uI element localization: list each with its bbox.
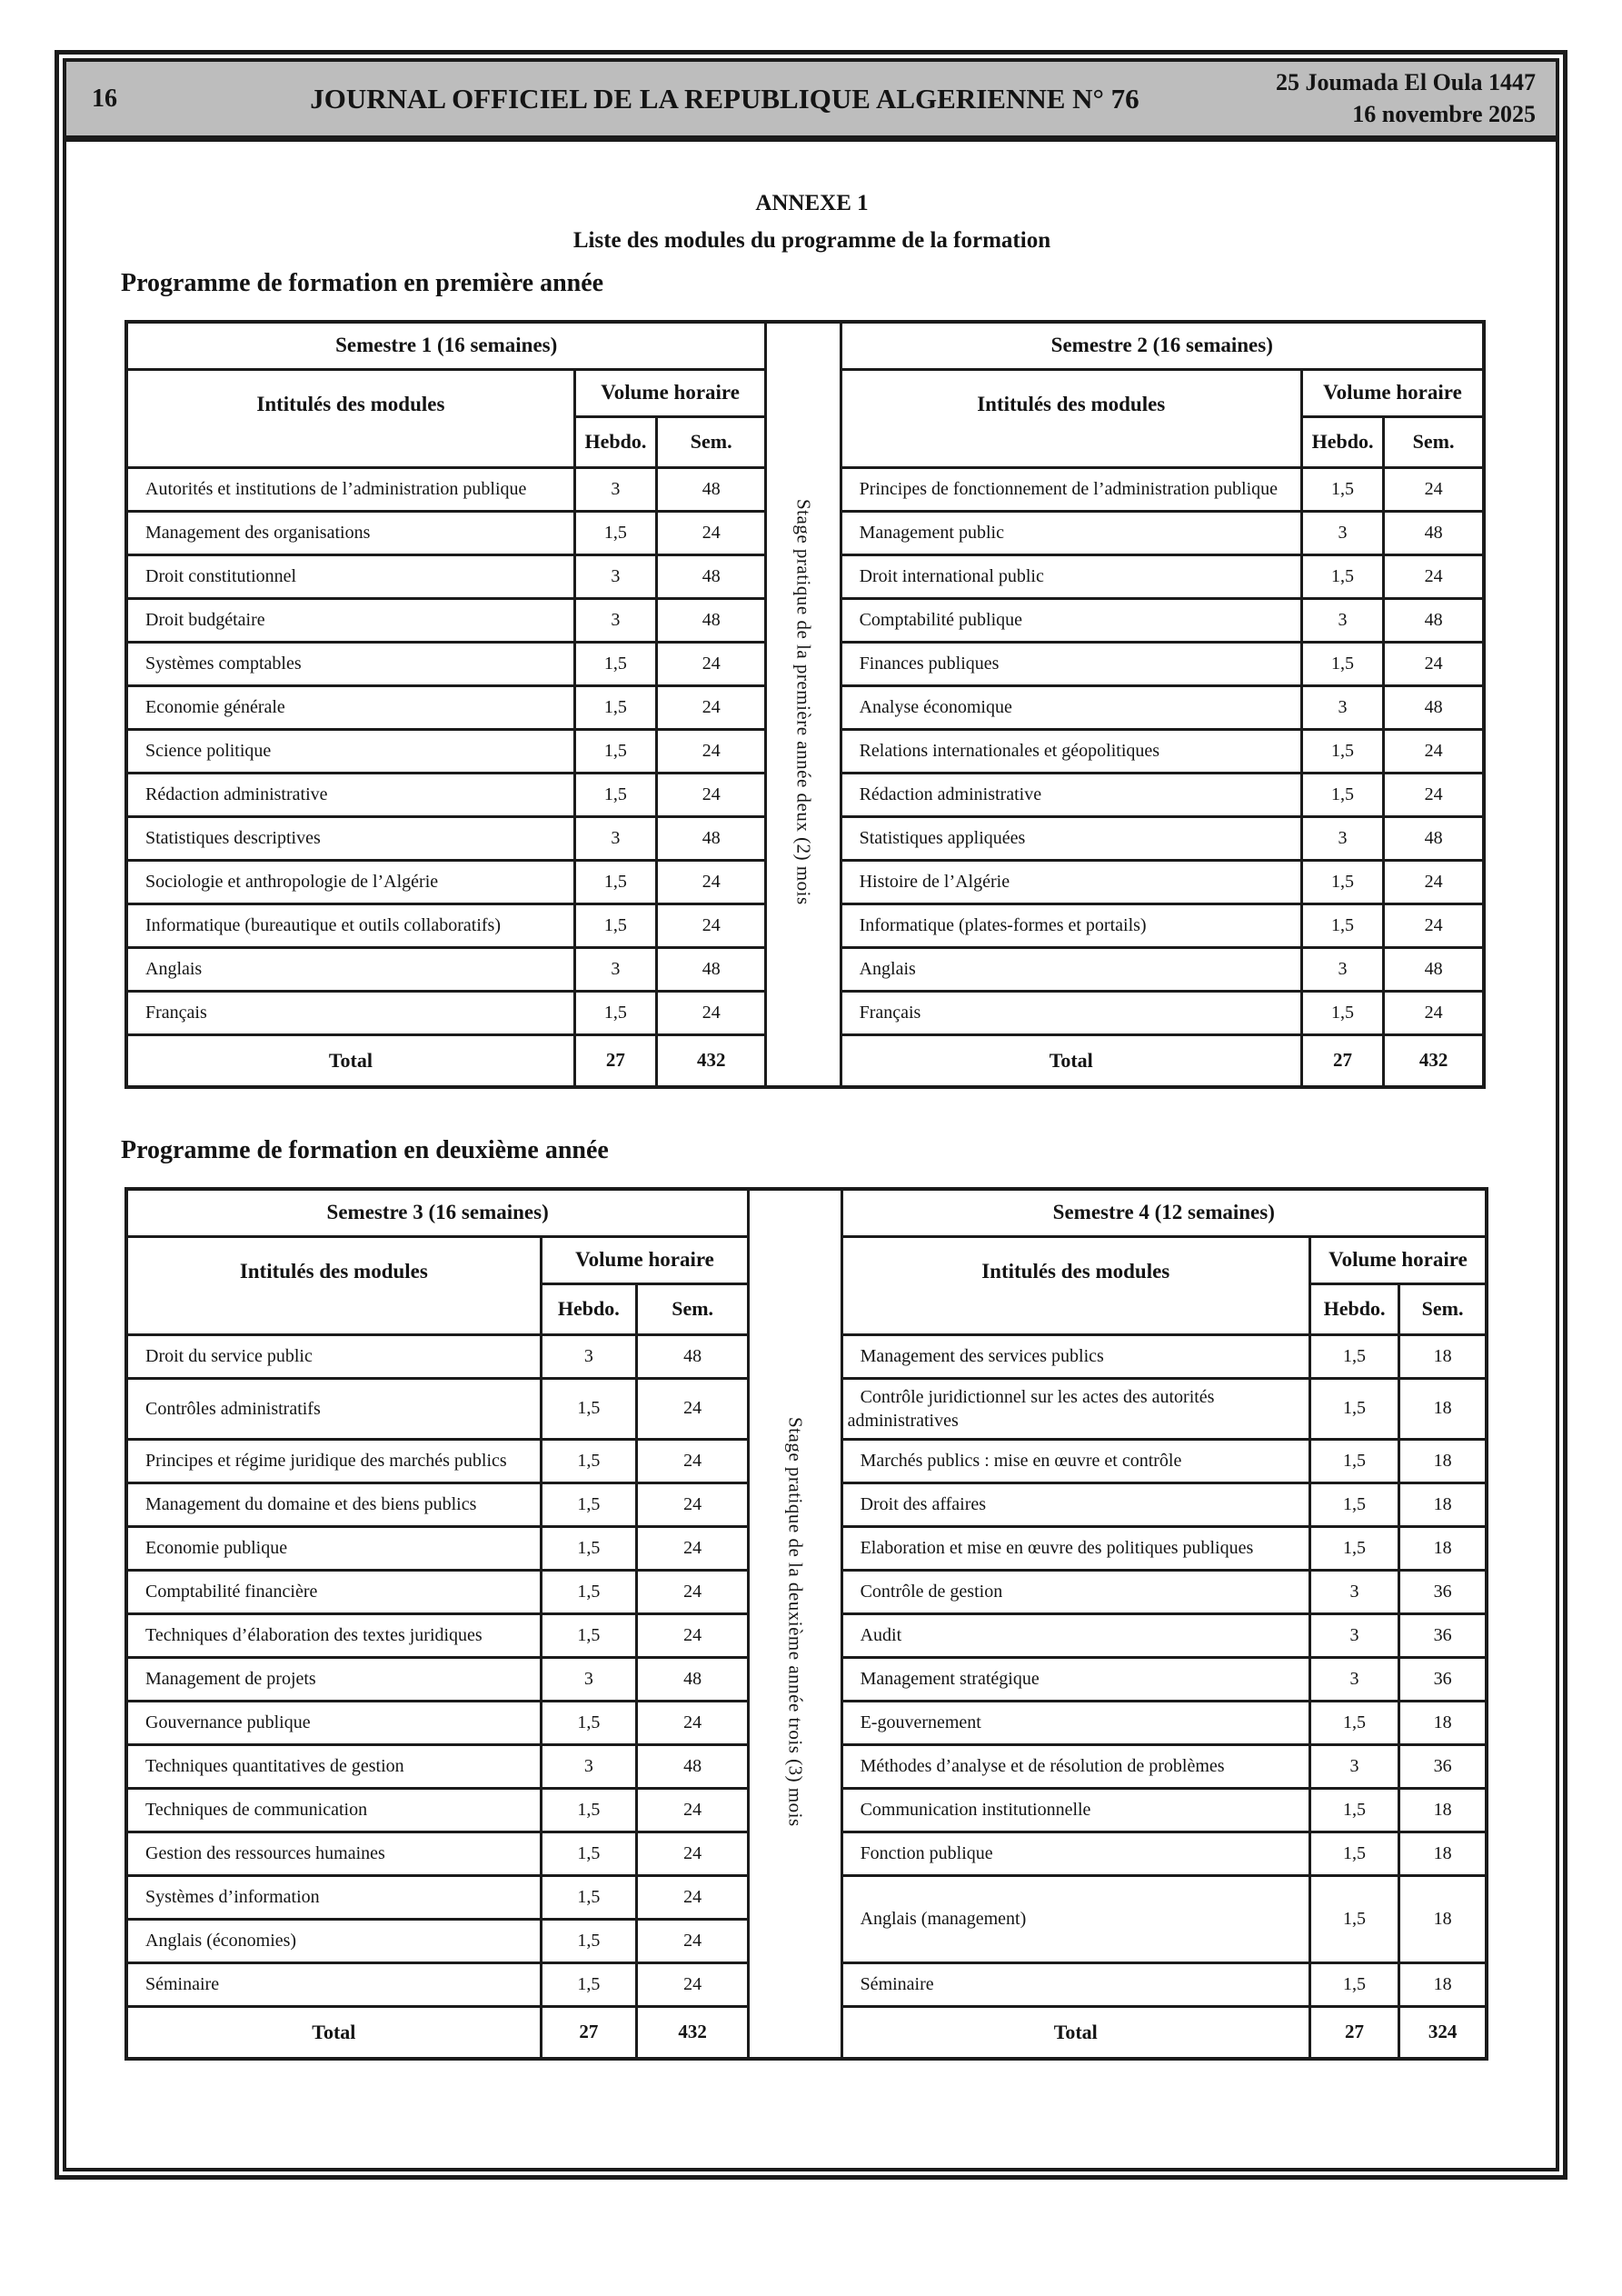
sem-value: 24 [657,860,766,903]
hebdo-value: 1,5 [541,1526,636,1570]
hebdo-value: 1,5 [1309,1526,1398,1570]
sem-value: 24 [636,1570,748,1613]
sem-value: 48 [657,467,766,511]
hebdo-value: 1,5 [1301,554,1383,598]
module-cell: Autorités et institutions de l’administration publique [126,467,574,511]
sem-value: 24 [657,685,766,729]
sem-value: 24 [1384,773,1484,816]
page-content [66,142,1556,2168]
sem-value: 24 [1384,991,1484,1034]
hebdo-value: 1,5 [1309,1334,1398,1378]
page-number: 16 [92,84,117,113]
module-cell: Rédaction administrative [126,773,574,816]
total-sem: 432 [636,2006,748,2059]
modules-column-header: Intitulés des modules [126,369,574,467]
module-cell: Séminaire [841,1962,1309,2006]
hebdo-value: 3 [574,598,656,642]
sem-value: 24 [657,642,766,685]
hebdo-value: 3 [1309,1657,1398,1701]
total-hebdo: 27 [1301,1034,1383,1087]
module-cell: Analyse économique [841,685,1301,729]
sem-column-header: Sem. [657,416,766,467]
module-cell: Systèmes comptables [126,642,574,685]
sem-value: 48 [636,1744,748,1788]
volume-horaire-header: Volume horaire [1309,1236,1487,1283]
module-cell: Economie publique [126,1526,541,1570]
hebdo-value: 3 [541,1657,636,1701]
module-cell: Comptabilité financière [126,1570,541,1613]
hebdo-column-header: Hebdo. [574,416,656,467]
sem-value: 18 [1399,1875,1487,1962]
sem-value: 24 [657,773,766,816]
module-cell: Histoire de l’Algérie [841,860,1301,903]
module-cell: Communication institutionnelle [841,1788,1309,1832]
annexe-subtitle: Liste des modules du programme de la formation [572,228,1051,253]
modules-column-header: Intitulés des modules [126,1236,541,1334]
module-cell: Management public [841,511,1301,554]
hebdo-value: 3 [1309,1613,1398,1657]
sem-value: 18 [1399,1832,1487,1875]
sem-value: 18 [1399,1439,1487,1482]
module-cell: Gestion des ressources humaines [126,1832,541,1875]
volume-horaire-header: Volume horaire [574,369,766,416]
sem-value: 48 [1384,511,1484,554]
hebdo-column-header: Hebdo. [1309,1283,1398,1334]
hebdo-value: 1,5 [1309,1832,1398,1875]
sem-value: 48 [1384,685,1484,729]
hebdo-value: 1,5 [1309,1439,1398,1482]
sem-value: 48 [657,947,766,991]
sem-value: 24 [657,903,766,947]
journal-dates [1276,67,1539,130]
hebdo-column-header: Hebdo. [1301,416,1383,467]
hebdo-value: 1,5 [1309,1788,1398,1832]
hebdo-value: 3 [574,816,656,860]
sem-value: 48 [1384,816,1484,860]
hebdo-value: 1,5 [1301,773,1383,816]
sem-value: 24 [636,1439,748,1482]
module-cell: Anglais [841,947,1301,991]
sem-value: 24 [636,1526,748,1570]
hebdo-value: 1,5 [1301,729,1383,773]
sem-value: 48 [1384,947,1484,991]
module-cell: Français [841,991,1301,1034]
module-cell: Techniques d’élaboration des textes juridiques [126,1613,541,1657]
sem-column-header: Sem. [1399,1283,1487,1334]
module-cell: Statistiques descriptives [126,816,574,860]
stage-cell [749,1189,841,2059]
hebdo-value: 1,5 [1301,903,1383,947]
hebdo-value: 1,5 [541,1482,636,1526]
hebdo-value: 1,5 [574,773,656,816]
semester-caption: Semestre 3 (16 semaines) [126,1189,749,1236]
sem-value: 24 [1384,642,1484,685]
sem-value: 24 [636,1919,748,1962]
hebdo-value: 1,5 [1301,467,1383,511]
sem-column-header: Sem. [1384,416,1484,467]
module-cell: Economie générale [126,685,574,729]
module-cell: Anglais [126,947,574,991]
modules-column-header: Intitulés des modules [841,369,1301,467]
sem-value: 36 [1399,1570,1487,1613]
module-cell: Droit international public [841,554,1301,598]
sem-value: 24 [657,729,766,773]
hebdo-value: 1,5 [1309,1482,1398,1526]
total-label: Total [841,2006,1309,2059]
caption-row [126,322,1484,369]
sem-value: 18 [1399,1962,1487,2006]
semester-group-2 [124,1187,1488,2061]
hebdo-value: 1,5 [574,729,656,773]
sem-value: 24 [636,1788,748,1832]
sem-value: 24 [657,511,766,554]
sem-value: 36 [1399,1613,1487,1657]
sem-value: 24 [636,1875,748,1919]
module-cell: Techniques de communication [126,1788,541,1832]
hebdo-value: 1,5 [1309,1875,1398,1962]
module-cell: Principes de fonctionnement de l’administration publique [841,467,1301,511]
hebdo-value: 3 [1301,598,1383,642]
sem-value: 24 [1384,903,1484,947]
module-cell: Science politique [126,729,574,773]
module-cell: Méthodes d’analyse et de résolution de problèmes [841,1744,1309,1788]
semester-group-1 [124,320,1486,1089]
journal-header [66,62,1556,142]
sem-value: 36 [1399,1744,1487,1788]
hebdo-value: 1,5 [574,860,656,903]
section-title-second-year: Programme de formation en deuxième année [121,1136,609,1164]
hebdo-value: 1,5 [541,1962,636,2006]
hebdo-value: 3 [541,1334,636,1378]
sem-value: 24 [1384,729,1484,773]
sem-value: 24 [636,1832,748,1875]
module-cell: Gouvernance publique [126,1701,541,1744]
module-cell: Droit constitutionnel [126,554,574,598]
module-cell: Audit [841,1613,1309,1657]
sem-value: 18 [1399,1378,1487,1439]
total-hebdo: 27 [541,2006,636,2059]
hebdo-value: 1,5 [541,1875,636,1919]
semester-caption: Semestre 2 (16 semaines) [841,322,1484,369]
hebdo-value: 1,5 [1301,991,1383,1034]
sem-value: 24 [1384,467,1484,511]
module-cell: Rédaction administrative [841,773,1301,816]
caption-row [126,1189,1487,1236]
hebdo-column-header: Hebdo. [541,1283,636,1334]
hebdo-value: 3 [1301,511,1383,554]
page-frame-inner [63,58,1559,2171]
module-cell: Anglais (économies) [126,1919,541,1962]
sem-value: 24 [657,991,766,1034]
date-hijri: 25 Joumada El Oula 1447 [1275,69,1536,96]
total-hebdo: 27 [574,1034,656,1087]
stage-note: Stage pratique de la deuxième année trois (3) mois [784,1416,807,1827]
module-cell: Principes et régime juridique des marchés publics [126,1439,541,1482]
sem-value: 48 [657,598,766,642]
module-cell: Finances publiques [841,642,1301,685]
sem-value: 24 [636,1378,748,1439]
hebdo-value: 3 [1301,947,1383,991]
sem-value: 24 [636,1701,748,1744]
sem-column-header: Sem. [636,1283,748,1334]
module-cell: Contrôle de gestion [841,1570,1309,1613]
semester-caption: Semestre 1 (16 semaines) [126,322,766,369]
total-sem: 432 [1384,1034,1484,1087]
sem-value: 24 [636,1613,748,1657]
total-sem: 432 [657,1034,766,1087]
volume-horaire-header: Volume horaire [541,1236,749,1283]
hebdo-value: 3 [574,554,656,598]
journal-title: JOURNAL OFFICIEL DE LA REPUBLIQUE ALGERIENNE N° 76 [310,82,1139,115]
sem-value: 24 [636,1482,748,1526]
stage-cell [766,322,841,1087]
module-cell: Statistiques appliquées [841,816,1301,860]
total-sem: 324 [1399,2006,1487,2059]
sem-value: 48 [1384,598,1484,642]
sem-value: 18 [1399,1788,1487,1832]
hebdo-value: 1,5 [574,991,656,1034]
sem-value: 48 [636,1334,748,1378]
total-label: Total [126,2006,541,2059]
hebdo-value: 1,5 [541,1570,636,1613]
module-cell: Droit du service public [126,1334,541,1378]
sem-value: 18 [1399,1701,1487,1744]
hebdo-value: 1,5 [574,903,656,947]
sem-value: 48 [657,554,766,598]
page-frame [55,50,1567,2180]
hebdo-value: 1,5 [1309,1701,1398,1744]
module-cell: Systèmes d’information [126,1875,541,1919]
module-cell: Marchés publics : mise en œuvre et contrôle [841,1439,1309,1482]
total-hebdo: 27 [1309,2006,1398,2059]
module-cell: Anglais (management) [841,1875,1309,1962]
module-cell: Relations internationales et géopolitiques [841,729,1301,773]
sem-value: 48 [657,816,766,860]
total-label: Total [126,1034,574,1087]
module-cell: Elaboration et mise en œuvre des politiques publiques [841,1526,1309,1570]
module-cell: Management des services publics [841,1334,1309,1378]
volume-horaire-header: Volume horaire [1301,369,1484,416]
module-cell: Droit des affaires [841,1482,1309,1526]
module-cell: Droit budgétaire [126,598,574,642]
hebdo-value: 3 [541,1744,636,1788]
total-label: Total [841,1034,1301,1087]
module-cell: Contrôles administratifs [126,1378,541,1439]
hebdo-value: 1,5 [541,1378,636,1439]
module-cell: Management de projets [126,1657,541,1701]
hebdo-value: 3 [574,467,656,511]
module-cell: Séminaire [126,1962,541,2006]
hebdo-value: 3 [1301,685,1383,729]
hebdo-value: 1,5 [541,1832,636,1875]
module-cell: Français [126,991,574,1034]
hebdo-value: 1,5 [541,1701,636,1744]
sem-value: 18 [1399,1334,1487,1378]
hebdo-value: 1,5 [574,642,656,685]
hebdo-value: 1,5 [1301,642,1383,685]
date-gregorian: 16 novembre 2025 [1352,100,1536,127]
section-title-first-year: Programme de formation en première année [121,269,604,297]
hebdo-value: 1,5 [541,1919,636,1962]
stage-note: Stage pratique de la première année deux (2) mois [792,499,815,905]
hebdo-value: 3 [574,947,656,991]
module-cell: Fonction publique [841,1832,1309,1875]
sem-value: 18 [1399,1526,1487,1570]
sem-value: 24 [1384,860,1484,903]
sem-value: 36 [1399,1657,1487,1701]
sem-value: 24 [1384,554,1484,598]
hebdo-value: 1,5 [1309,1962,1398,2006]
hebdo-value: 1,5 [541,1788,636,1832]
hebdo-value: 1,5 [1301,860,1383,903]
module-cell: Sociologie et anthropologie de l’Algérie [126,860,574,903]
sem-value: 48 [636,1657,748,1701]
hebdo-value: 3 [1309,1570,1398,1613]
annexe-title: ANNEXE 1 [755,191,869,215]
modules-column-header: Intitulés des modules [841,1236,1309,1334]
sem-value: 18 [1399,1482,1487,1526]
module-cell: Management stratégique [841,1657,1309,1701]
sem-value: 24 [636,1962,748,2006]
module-cell: Informatique (plates-formes et portails) [841,903,1301,947]
module-cell: Management du domaine et des biens publics [126,1482,541,1526]
module-cell: Techniques quantitatives de gestion [126,1744,541,1788]
module-cell: Management des organisations [126,511,574,554]
module-cell: Informatique (bureautique et outils collaboratifs) [126,903,574,947]
hebdo-value: 3 [1309,1744,1398,1788]
hebdo-value: 1,5 [574,685,656,729]
hebdo-value: 3 [1301,816,1383,860]
hebdo-value: 1,5 [1309,1378,1398,1439]
module-cell: Contrôle juridictionnel sur les actes des autorités administratives [841,1378,1309,1439]
module-cell: Comptabilité publique [841,598,1301,642]
hebdo-value: 1,5 [574,511,656,554]
hebdo-value: 1,5 [541,1439,636,1482]
module-cell: E-gouvernement [841,1701,1309,1744]
hebdo-value: 1,5 [541,1613,636,1657]
semester-caption: Semestre 4 (12 semaines) [841,1189,1487,1236]
